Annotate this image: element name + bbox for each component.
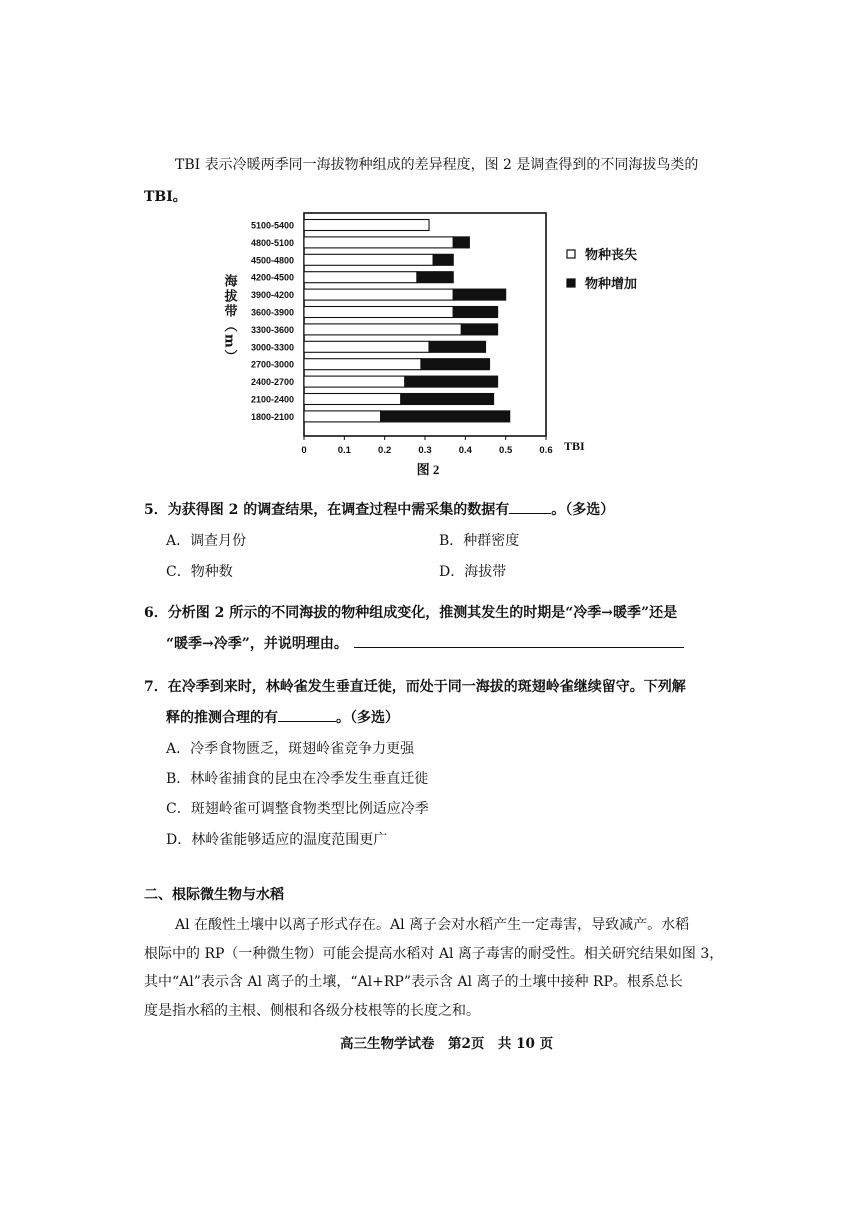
bar-species-gain (453, 237, 469, 248)
category-label: 2400-2700 (250, 377, 294, 388)
section-2-line-1: Al 在酸性土壤中以离子形式存在。Al 离子会对水稻产生一定毒害，导致减产。水稻 (175, 917, 690, 933)
bar-species-gain (433, 254, 453, 265)
q5-option-b: B．种群密度 (439, 533, 520, 549)
intro-line-2: TBI。 (144, 189, 187, 205)
x-tick-label: 0.4 (458, 445, 472, 456)
bar-species-gain (421, 359, 490, 370)
x-tick-label: 0.2 (378, 445, 392, 456)
bar-species-loss (304, 376, 405, 387)
category-label: 4800-5100 (250, 237, 294, 248)
x-tick-label: 0 (301, 445, 307, 456)
intro-line-1: TBI 表示冷暖两季同一海拔物种组成的差异程度，图 2 是调查得到的不同海拔鸟类的 (175, 157, 699, 173)
category-label: 3300-3600 (250, 324, 294, 335)
bar-species-loss (304, 220, 429, 231)
bar-species-loss (304, 254, 433, 265)
category-label: 1800-2100 (250, 411, 294, 422)
category-label: 2100-2400 (250, 394, 294, 405)
x-axis-title: TBI (564, 439, 585, 453)
bar-species-loss (304, 394, 401, 405)
bar-species-gain (453, 289, 505, 300)
category-label: 2700-3000 (250, 359, 294, 370)
category-label: 3000-3300 (250, 342, 294, 353)
bar-species-gain (417, 272, 453, 283)
bar-species-loss (304, 237, 453, 248)
legend-swatch-loss (567, 250, 575, 258)
x-tick-label: 0.6 (539, 445, 553, 456)
page-footer: 高三生物学试卷 第2页 共 10 页 (340, 1036, 554, 1052)
section-2-line-3: 其中“Al”表示含 Al 离子的土壤，“Al+RP”表示含 Al 离子的土壤中接种 RP。根系总长 (144, 974, 683, 990)
section-2-title: 二、根际微生物与水稻 (144, 887, 284, 903)
tbi-chart (210, 208, 680, 478)
x-tick-label: 0.1 (337, 445, 351, 456)
section-2-line-4: 度是指水稻的主根、侧根和各级分枝根等的长度之和。 (144, 1003, 480, 1019)
q7-after: 。（多选） (336, 710, 399, 726)
bar-species-gain (405, 376, 498, 387)
q5-option-a: A．调查月份 (166, 533, 247, 549)
x-tick-label: 0.5 (499, 445, 513, 456)
bar-species-loss (304, 341, 429, 352)
q5-option-d: D．海拔带 (439, 564, 507, 580)
q5-answer-blank[interactable] (509, 499, 551, 514)
bar-species-loss (304, 411, 381, 422)
bar-species-gain (401, 394, 494, 405)
legend-label-loss: 物种丧失 (585, 248, 638, 263)
q5-stem-after: 。（多选） (551, 502, 615, 518)
bar-species-gain (453, 307, 497, 318)
legend-label-gain: 物种增加 (585, 277, 638, 292)
q7-option-b: B．林岭雀捕食的昆虫在冷季发生垂直迁徙 (166, 771, 429, 787)
q5-option-c: C．物种数 (166, 564, 233, 580)
category-label: 5100-5400 (250, 220, 294, 231)
q7-line-2 (166, 707, 399, 727)
bar-species-loss (304, 272, 417, 283)
bar-species-loss (304, 289, 453, 300)
q5-stem (144, 499, 614, 519)
q7-line-1: 7．在冷季到来时，林岭雀发生垂直迁徙，而处于同一海拔的斑翅岭雀继续留守。下列解 (144, 679, 686, 695)
q7-answer-blank[interactable] (278, 707, 336, 722)
q7-option-c: C．斑翅岭雀可调整食物类型比例适应冷季 (166, 801, 429, 817)
bar-species-loss (304, 324, 461, 335)
category-label: 3600-3900 (250, 307, 294, 318)
chart-caption: 图 2 (416, 462, 440, 477)
q5-stem-text: 5．为获得图 2 的调查结果，在调查过程中需采集的数据有 (144, 502, 510, 518)
q6-line-1: 6．分析图 2 所示的不同海拔的物种组成变化，推测其发生的时期是“冷季→暖季”还是 (144, 605, 678, 621)
legend-swatch-gain (567, 279, 575, 287)
section-2-line-2: 根际中的 RP（一种微生物）可能会提高水稻对 Al 离子毒害的耐受性。相关研究结果如图 3， (144, 946, 724, 962)
category-label: 4500-4800 (250, 255, 294, 266)
bar-species-gain (461, 324, 497, 335)
y-axis-title: 海拔带（m） (221, 274, 237, 365)
x-tick-label: 0.3 (418, 445, 432, 456)
category-label: 3900-4200 (250, 290, 294, 301)
q7-option-d: D．林岭雀能够适应的温度范围更广 (166, 832, 388, 848)
q6-line-2-text: “暖季→冷季”，并说明理由。 (166, 636, 348, 652)
bar-species-gain (381, 411, 510, 422)
q6-answer-blank[interactable] (354, 633, 684, 648)
bar-species-loss (304, 307, 453, 318)
bar-species-loss (304, 359, 421, 370)
bar-species-gain (429, 341, 485, 352)
category-label: 4200-4500 (250, 272, 294, 283)
q7-line-2-text: 释的推测合理的有 (166, 710, 278, 726)
q6-line-2 (166, 633, 684, 653)
q7-option-a: A．冷季食物匮乏，斑翅岭雀竞争力更强 (166, 741, 415, 757)
